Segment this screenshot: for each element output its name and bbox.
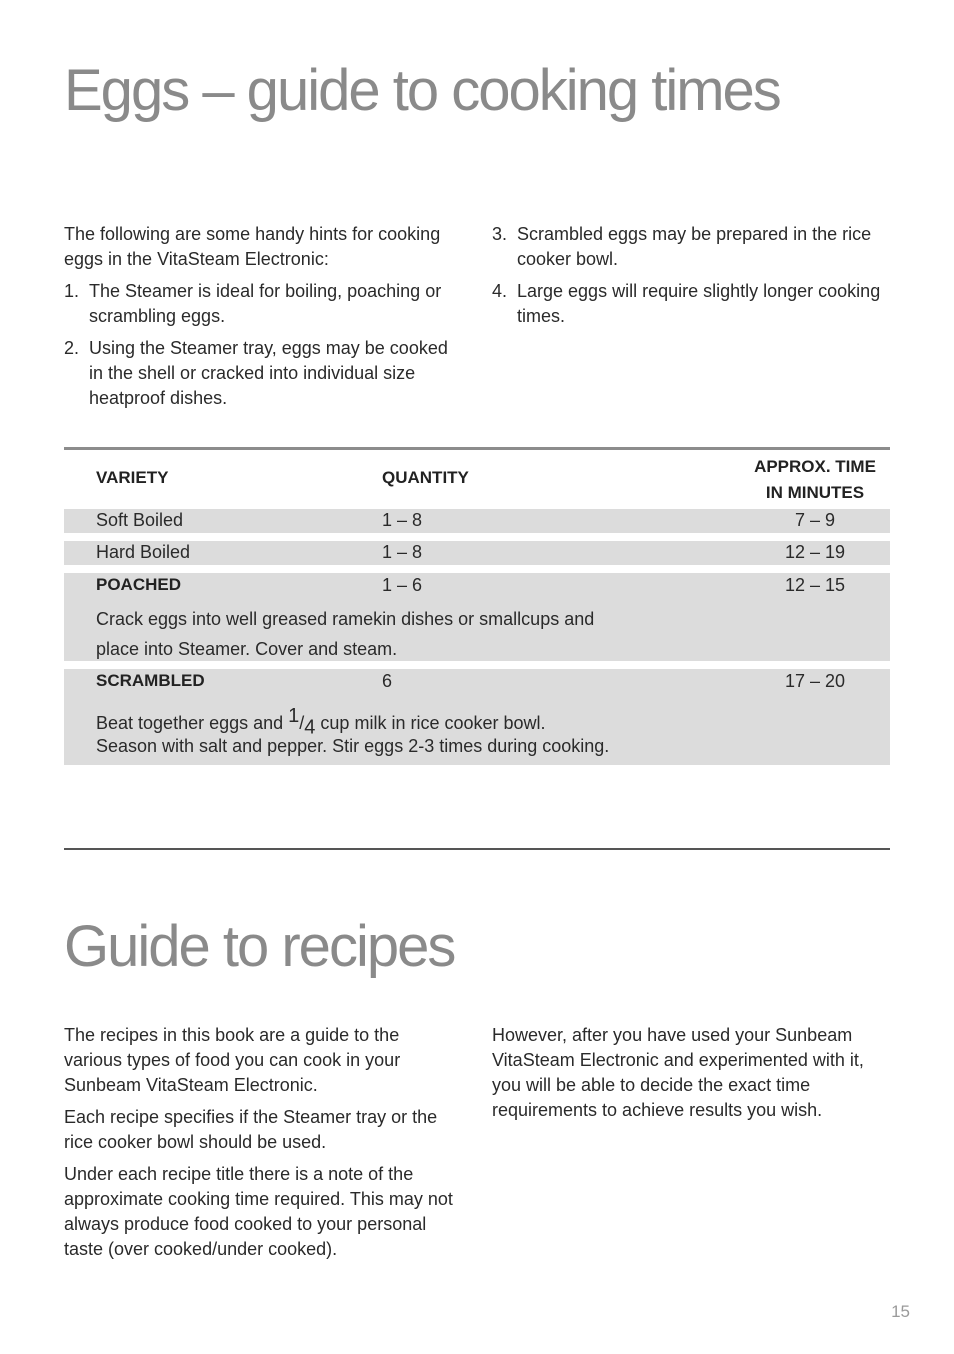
time-cell: 12 – 19 [784, 542, 846, 562]
quantity-cell: 6 [382, 671, 393, 691]
list-item: 1. The Steamer is ideal for boiling, poaching or scrambling eggs. [64, 281, 442, 326]
header-variety: VARIETY [96, 468, 169, 487]
variety-cell: POACHED [96, 575, 182, 594]
recipes-left-column [64, 1023, 459, 1269]
table-header-row [64, 450, 890, 508]
header-time: APPROX. TIME IN MINUTES [754, 457, 876, 502]
eggs-hints-list-left [64, 279, 464, 411]
eggs-hints-list-right [492, 222, 887, 329]
recipes-right-column [492, 1023, 887, 1130]
fraction-numerator: 1 [288, 705, 300, 727]
table-row [64, 509, 890, 533]
time-cell: 7 – 9 [794, 510, 836, 530]
page-title-eggs: Eggs – guide to cooking times [64, 58, 780, 123]
recipes-paragraph: Each recipe specifies if the Steamer tray or the rice cooker bowl should be used. [64, 1107, 438, 1152]
page-title-recipes: Guide to recipes [64, 914, 455, 979]
eggs-intro: The following are some handy hints for cooking eggs in the VitaSteam Electronic: [64, 224, 441, 269]
time-cell: 12 – 15 [784, 575, 846, 595]
eggs-hints-left-column [64, 222, 464, 418]
poached-note-line2: place into Steamer. Cover and steam. [96, 639, 398, 659]
variety-cell: Soft Boiled [96, 510, 184, 530]
fraction-denominator: 4 [304, 716, 316, 739]
quantity-cell: 1 – 8 [382, 542, 423, 562]
list-item: 2. Using the Steamer tray, eggs may be cooked in the shell or cracked into individual size heatproof dishes. [64, 338, 448, 408]
scrambled-note-line2: Season with salt and pepper. Stir eggs 2-3 times during cooking. [96, 736, 610, 756]
scrambled-note-line1: Beat together eggs and $^1/_4$ cup milk in rice cooker bowl. [96, 705, 546, 739]
list-item: 4. Large eggs will require slightly longer cooking times. [492, 281, 881, 326]
table-row [64, 573, 890, 661]
quantity-cell: 1 – 6 [382, 575, 423, 595]
recipes-paragraph: The recipes in this book are a guide to the various types of food you can cook in your Sunbeam VitaSteam Electronic. [64, 1025, 401, 1095]
section-divider [64, 848, 890, 850]
poached-note-line1: Crack eggs into well greased ramekin dishes or smallcups and [96, 609, 595, 629]
quantity-cell: 1 – 8 [382, 510, 423, 530]
recipes-paragraph: Under each recipe title there is a note of the approximate cooking time required. This may not always produce food cooked to your personal taste (over cooked/under cooked). [64, 1164, 453, 1259]
list-item: 3. Scrambled eggs may be prepared in the rice cooker bowl. [492, 224, 872, 269]
time-cell: 17 – 20 [784, 671, 846, 691]
eggs-hints-right-column [492, 222, 887, 336]
variety-cell: SCRAMBLED [96, 671, 205, 690]
page-number: 15 [891, 1302, 910, 1321]
variety-cell: Hard Boiled [96, 542, 191, 562]
table-row [64, 541, 890, 565]
recipes-paragraph: However, after you have used your Sunbeam VitaSteam Electronic and experimented with it, you will be able to decide the exact time requirements to achieve results you wish. [492, 1025, 864, 1120]
table-row [64, 669, 890, 765]
header-quantity: QUANTITY [382, 468, 469, 487]
